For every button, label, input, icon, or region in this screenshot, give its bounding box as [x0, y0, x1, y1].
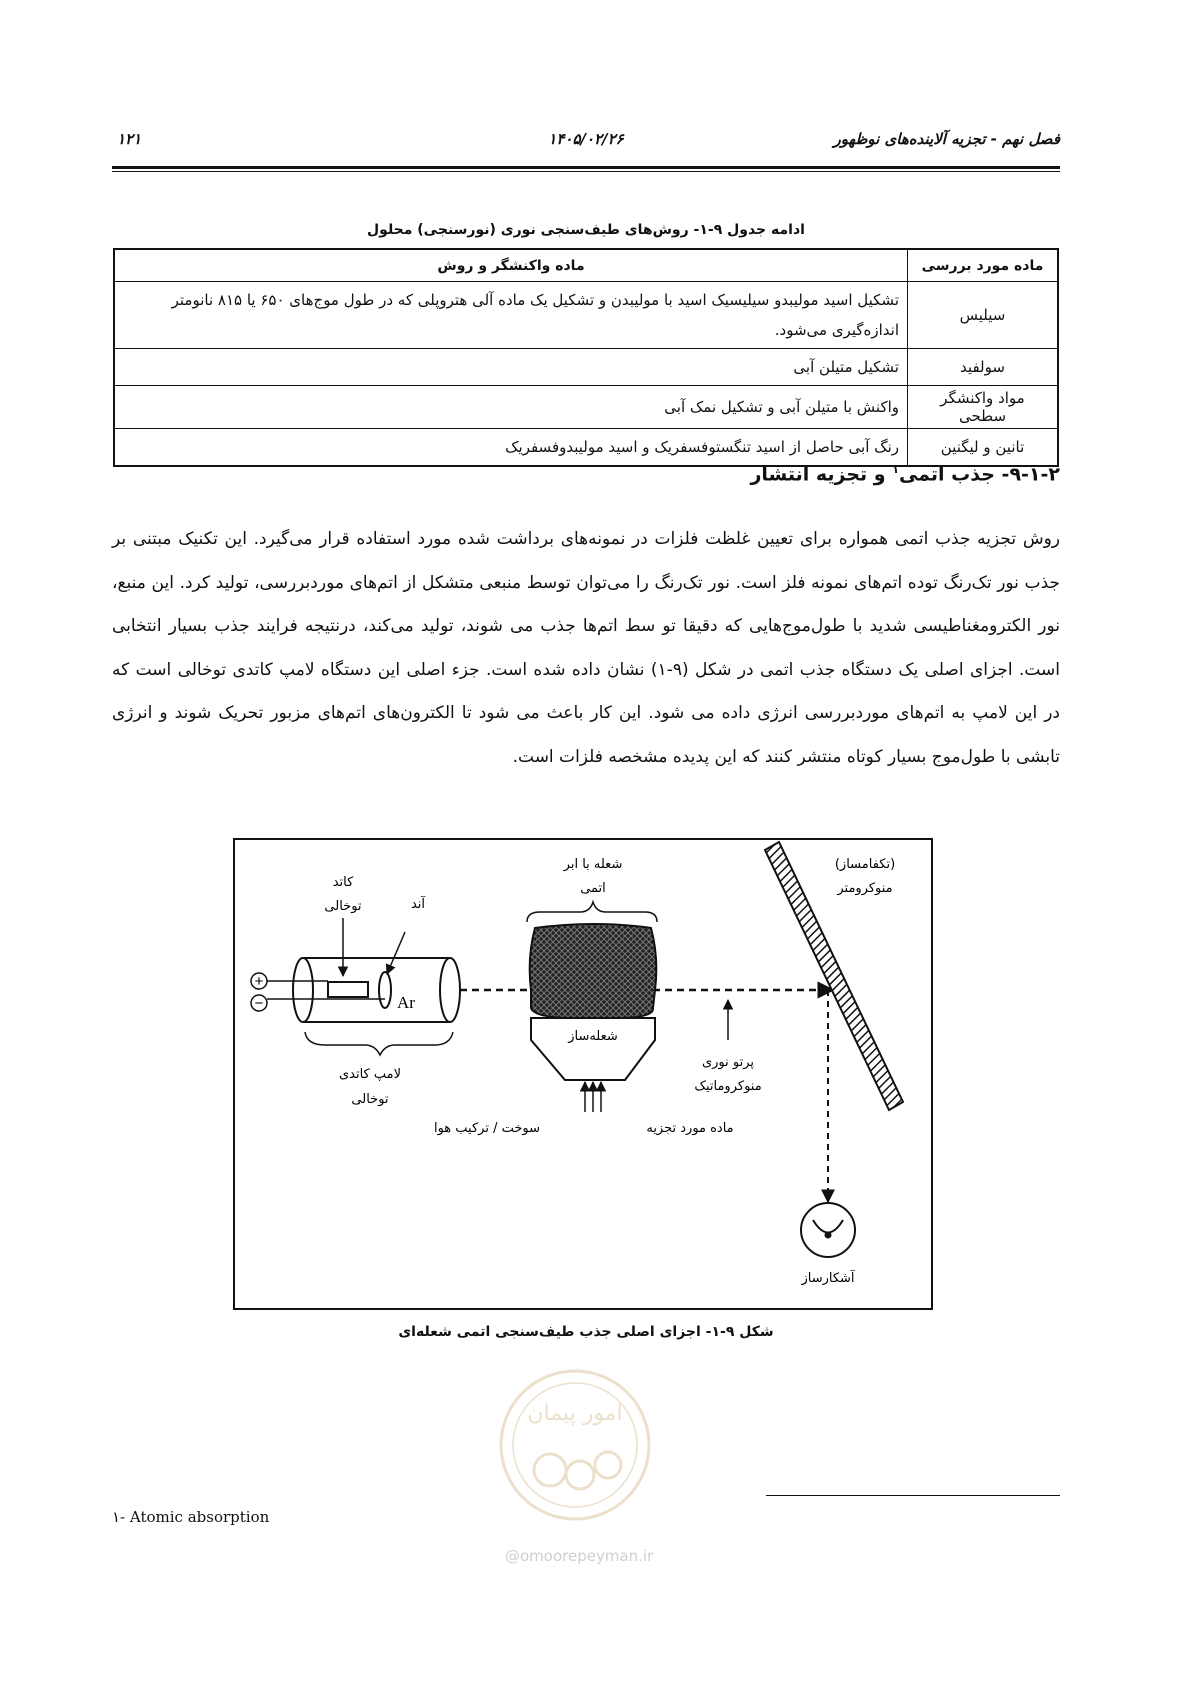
- detector-label: آشکارساز: [801, 1271, 855, 1286]
- watermark-url: @omoorepeyman.ir: [505, 1547, 654, 1565]
- cell-subject: مواد واکنشگر سطحی: [908, 386, 1059, 429]
- section-heading: [112, 463, 1060, 485]
- fuel-label: سوخت / ترکیب هوا: [433, 1121, 541, 1136]
- table-row: [114, 386, 1058, 429]
- body-paragraph: روش تجزیه جذب اتمی همواره برای تعیین غلظت فلزات در نمونه‌های برداشت شده مورد استفاده قرار می‌گیرد. این تکنیک مبتنی بر جذب نور تک‌رنگ توده اتم‌های نمونه فلز است. نور تک‌رنگ را می‌توان توسط منبعی متشکل از اتم‌های موردبررسی، تولید کرد. این منبع، نور الکترومغناطیسی شدید با طول‌موج‌هایی که دقیقا تو سط اتم‌ها جذب می شوند، تولید می‌کند، درنتیجه فرایند جذب بسیار انتخابی است. اجزای اصلی یک دستگاه جذب اتمی در شکل (۹-۱) نشان داده شده است. جزء اصلی این دستگاه لامپ کاتدی توخالی است که در این لامپ به اتم‌های موردبررسی انرژی داده می شود. این کار باعث می شود تا الکترون‌های اتم‌های مزبور تحریک شوند و انرژی تابشی با طول‌موج بسیار کوتاه منتشر کنند که این پدیده مشخصه فلزات است.: [112, 529, 1061, 767]
- detector-icon: [801, 1203, 855, 1257]
- cell-subject: سولفید: [908, 349, 1059, 386]
- flame-label-1: شعله با ابر: [563, 857, 623, 872]
- atomic-cloud-flame: [527, 902, 657, 1112]
- section-heading-tail: و تجزیه انتشار: [750, 463, 893, 486]
- burner-label: شعله‌ساز: [568, 1029, 618, 1044]
- column-header-subject: ماده مورد بررسی: [908, 249, 1059, 282]
- section-heading-text: ۹-۱-۲- جذب اتمی: [898, 463, 1060, 486]
- header-rule: [112, 166, 1060, 169]
- watermark-logo: [490, 1365, 660, 1525]
- footnote: ۱- Atomic absorption: [112, 1508, 270, 1526]
- page-number: ۱۲۱: [117, 130, 142, 148]
- cell-method: تشکیل اسید مولیبدو سیلیسیک اسید با مولیبدن و تشکیل یک ماده آلی هتروپلی که در طول موج‌های ۶۵۰ یا ۸۱۵ نانومتر اندازه‌گیری می‌شود.: [114, 282, 908, 349]
- header-rule-thin: [112, 171, 1060, 172]
- watermark-logo-text: امور پیمان: [527, 1401, 623, 1426]
- beam-label-1: پرتو نوری: [701, 1055, 755, 1070]
- table-row: [114, 429, 1058, 467]
- footnote-rule: [766, 1495, 1060, 1496]
- table-caption: ادامه جدول ۹-۱- روش‌های طیف‌سنجی نوری (نورسنجی) محلول: [367, 222, 805, 238]
- lamp-label-1: لامپ کاتدی: [338, 1067, 402, 1082]
- hollow-cathode-lamp: [251, 918, 460, 1055]
- cathode-label-1: کاتد: [332, 875, 354, 890]
- cathode-label-2: توخالی: [324, 899, 362, 914]
- minus-icon: −: [254, 995, 264, 1012]
- table-header-row: [114, 249, 1058, 282]
- argon-label: Ar: [397, 993, 415, 1012]
- table-row: [114, 282, 1058, 349]
- flame-label-2: اتمی: [580, 881, 606, 896]
- cell-method: واکنش با متیلن آبی و تشکیل نمک آبی: [114, 386, 908, 429]
- cell-subject: سیلیس: [908, 282, 1059, 349]
- cell-method: رنگ آبی حاصل از اسید تنگستوفسفریک و اسید مولیبدوفسفریک: [114, 429, 908, 467]
- methods-table: [113, 248, 1059, 467]
- table-row: [114, 349, 1058, 386]
- chapter-title: فصل نهم - تجزیه آلاینده‌های نوظهور: [833, 130, 1060, 148]
- sample-label: ماده مورد تجزیه: [646, 1121, 734, 1136]
- aas-diagram-svg: [235, 840, 935, 1312]
- lamp-label-2: توخالی: [351, 1092, 389, 1107]
- cell-subject: تانین و لیگنین: [908, 429, 1059, 467]
- mono-label-2: منوکرومتر: [837, 881, 893, 896]
- column-header-method: ماده واکنشگر و روش: [114, 249, 908, 282]
- beam-label-2: منوکروماتیک: [694, 1079, 762, 1094]
- figure-caption: شکل ۹-۱- اجزای اصلی جذب طیف‌سنجی اتمی شعله‌ای: [398, 1324, 774, 1340]
- cell-method: تشکیل متیلن آبی: [114, 349, 908, 386]
- anode-label: آند: [410, 897, 426, 912]
- plus-icon: +: [254, 973, 264, 990]
- header-date: ۱۴۰۵/۰۲/۲۶: [548, 130, 624, 148]
- figure-aas-diagram: [233, 838, 933, 1310]
- mono-label-1: (تکفامساز): [834, 857, 896, 872]
- page-header: [112, 130, 1060, 152]
- footnote-marker: ۱: [892, 463, 899, 476]
